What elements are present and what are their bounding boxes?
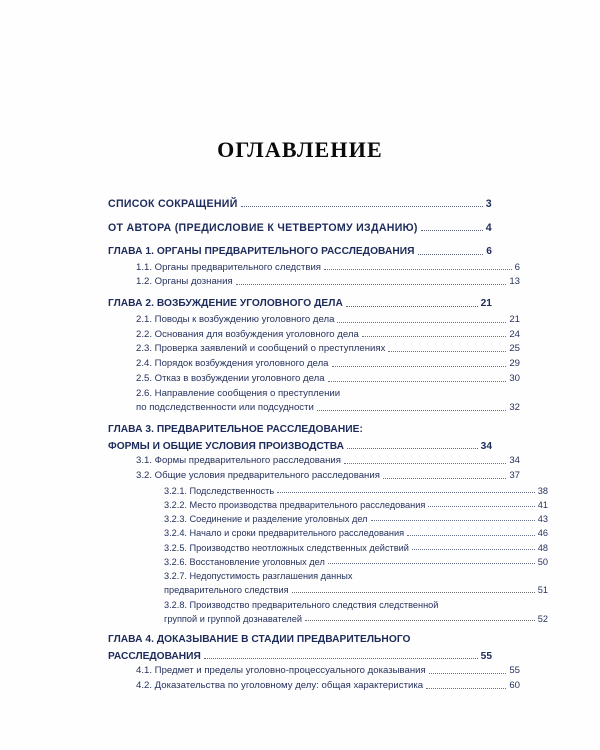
toc-page-number: 25 [509,343,520,355]
toc-page-number: 34 [509,455,520,467]
toc-entry[interactable] [108,314,520,327]
toc-entry[interactable] [108,599,548,611]
toc-page-number: 29 [509,358,520,370]
toc-page-number: 6 [514,261,520,273]
toc-leader-dots [328,380,507,382]
toc-entry-label: 2.5. Отказ в возбуждении уголовного дела [136,372,325,384]
toc-page-number: 48 [537,542,548,553]
toc-entry[interactable] [108,245,492,259]
toc-entry-label: 3.2.4. Начало и сроки предварительного расследования [164,528,405,539]
toc-entry[interactable] [108,297,492,311]
toc-page-number: 41 [537,499,548,510]
toc-entry[interactable] [108,613,548,625]
toc-leader-dots [426,687,506,689]
toc-leader-dots [328,562,535,564]
toc-entry-label: 3.1. Формы предварительного расследования [136,455,341,467]
toc-leader-dots [412,548,535,550]
toc-entry-label: 4.2. Доказательства по уголовному делу: общая характеристика [136,679,424,691]
toc-entry-label: 1.1. Органы предварительного следствия [136,261,322,273]
toc-page-number: 24 [509,328,520,340]
toc-leader-dots [241,205,483,207]
toc-leader-dots [292,591,535,593]
toc-page-number: 3 [485,198,492,210]
toc-entry-label: СПИСОК СОКРАЩЕНИЙ [108,198,238,210]
toc-entry-label: 2.6. Направление сообщения о преступлении [136,387,341,399]
toc-entry[interactable] [108,358,520,371]
toc-entry-label: 3.2.7. Недопустимость разглашения данных [164,571,353,582]
toc-entry[interactable] [108,440,492,454]
toc-page-number: 50 [537,556,548,567]
toc-entry[interactable] [108,485,548,497]
toc-leader-dots [332,365,507,367]
toc-entry[interactable] [108,499,548,511]
toc-entry[interactable] [108,680,520,693]
toc-leader-dots [388,350,506,352]
toc-page-number: 55 [480,650,492,662]
toc-page-number: 46 [537,528,548,539]
toc-entry[interactable] [108,262,520,275]
toc-entry-label: ГЛАВА 4. ДОКАЗЫВАНИЕ В СТАДИИ ПРЕДВАРИТЕЛЬНОГО [108,634,411,645]
toc-leader-dots [277,491,535,493]
toc-entry[interactable] [108,665,520,678]
toc-entry[interactable] [108,513,548,525]
toc-entry-label: 1.2. Органы дознания [136,276,233,288]
toc-entry[interactable] [108,470,520,483]
toc-entry[interactable] [108,197,492,211]
toc-leader-dots [383,477,506,479]
toc-entry-label: 2.2. Основания для возбуждения уголовного дела [136,328,359,340]
toc-entry[interactable] [108,388,520,401]
page-title: ОГЛАВЛЕНИЕ [217,137,383,162]
toc-page-number: 43 [537,514,548,525]
toc-page-number: 37 [509,469,520,481]
toc-leader-dots [324,268,512,270]
toc-page-number: 21 [509,313,520,325]
toc-entry-label: ОТ АВТОРА (ПРЕДИСЛОВИЕ К ЧЕТВЕРТОМУ ИЗДАНИЮ) [108,222,418,235]
toc-page-number: 21 [480,298,492,310]
toc-entry[interactable] [108,343,520,356]
toc-page-number: 30 [509,372,520,384]
toc-entry[interactable] [108,527,548,539]
toc-leader-dots [421,229,483,231]
toc-leader-dots [317,409,506,411]
table-of-contents [0,163,600,693]
toc-entry[interactable] [108,221,492,235]
toc-leader-dots [204,657,478,659]
toc-leader-dots [429,672,507,674]
toc-leader-dots [346,305,478,307]
toc-entry[interactable] [108,542,548,554]
toc-entry[interactable] [108,455,520,468]
toc-leader-dots [428,505,534,507]
toc-leader-dots [347,447,478,449]
toc-entry-label: 3.2.3. Соединение и разделение уголовных дел [164,514,368,525]
toc-entry-label: 3.2.2. Место производства предварительного расследования [164,499,426,510]
toc-entry[interactable] [108,650,492,664]
toc-page-number: 13 [509,276,520,288]
toc-leader-dots [371,519,535,521]
toc-entry[interactable] [108,423,492,437]
toc-entry[interactable] [108,570,548,582]
toc-entry-label: по подследственности или подсудности [136,402,314,414]
toc-page-number: 38 [537,485,548,496]
toc-entry-label: ФОРМЫ И ОБЩИЕ УСЛОВИЯ ПРОИЗВОДСТВА [108,440,344,452]
toc-leader-dots [362,335,506,337]
toc-entry-label: группой и группой дознавателей [164,613,303,624]
toc-entry[interactable] [108,329,520,342]
toc-leader-dots [337,321,506,323]
toc-entry[interactable] [108,584,548,596]
toc-entry-label: 2.3. Проверка заявлений и сообщений о преступлениях [136,343,386,355]
toc-leader-dots [407,534,535,536]
toc-entry-label: РАССЛЕДОВАНИЯ [108,650,201,662]
toc-page-number: 6 [486,246,492,258]
toc-entry[interactable] [108,556,548,568]
toc-page-number: 52 [537,613,548,624]
toc-entry-label: ГЛАВА 2. ВОЗБУЖДЕНИЕ УГОЛОВНОГО ДЕЛА [108,298,343,310]
toc-leader-dots [344,462,506,464]
toc-entry[interactable] [108,402,520,415]
toc-entry-label: 3.2. Общие условия предварительного расследования [136,469,380,481]
toc-entry[interactable] [108,633,492,647]
toc-entry-label: 3.2.1. Подследственность [164,485,275,496]
toc-entry[interactable] [108,276,520,289]
toc-page-number: 51 [537,585,548,596]
toc-entry-label: 3.2.5. Производство неотложных следственных действий [164,542,409,553]
toc-entry-label: ГЛАВА 1. ОРГАНЫ ПРЕДВАРИТЕЛЬНОГО РАССЛЕДОВАНИЯ [108,246,415,258]
toc-entry-label: ГЛАВА 3. ПРЕДВАРИТЕЛЬНОЕ РАССЛЕДОВАНИЕ: [108,424,363,436]
toc-entry-label: предварительного следствия [164,585,289,596]
toc-page-number: 4 [485,222,492,235]
toc-page-number: 60 [509,679,520,691]
toc-leader-dots [418,253,484,255]
toc-page-number: 32 [509,402,520,414]
toc-leader-dots [305,619,535,621]
toc-entry-label: 3.2.8. Производство предварительного следствия следственной [164,599,439,610]
toc-entry-label: 4.1. Предмет и пределы уголовно-процессуального доказывания [136,665,426,677]
toc-page-number: 34 [480,440,492,452]
toc-entry-label: 2.4. Порядок возбуждения уголовного дела [136,358,329,370]
toc-leader-dots [236,283,507,285]
toc-entry-label: 2.1. Поводы к возбуждению уголовного дела [136,313,335,325]
toc-entry[interactable] [108,373,520,386]
toc-page-number: 55 [509,665,520,677]
toc-entry-label: 3.2.6. Восстановление уголовных дел [164,556,325,567]
